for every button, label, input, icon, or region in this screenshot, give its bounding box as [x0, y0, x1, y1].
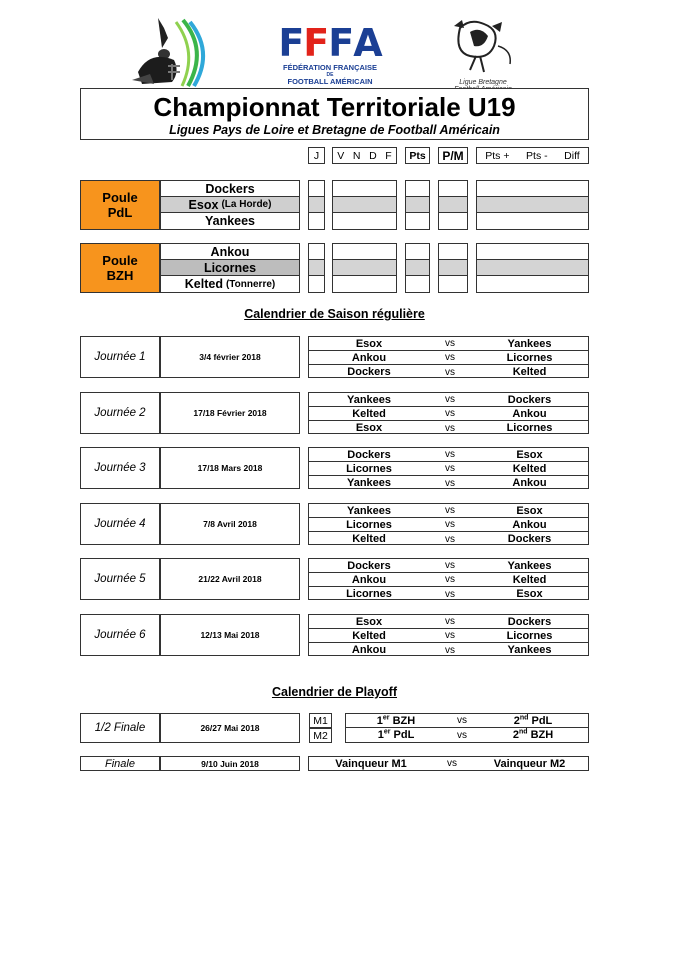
header-vndf: [332, 147, 397, 164]
match-home: Yankees: [346, 393, 392, 406]
header-v-label: V: [337, 149, 345, 162]
final-label: Finale: [105, 757, 135, 770]
journee-label: Journée 1: [94, 351, 146, 363]
match-home: Dockers: [347, 366, 391, 378]
semifinal-match-row: [346, 714, 588, 728]
poule-bzh-teams: [160, 243, 300, 293]
match-row: [309, 587, 588, 601]
match-home: Esox: [355, 422, 383, 434]
match-vs: vs: [445, 644, 455, 656]
match-row: [309, 629, 588, 643]
match-away: Esox: [516, 448, 543, 461]
match-vs: vs: [457, 729, 467, 741]
match-vs: vs: [445, 366, 455, 378]
journee-label: Journée 4: [94, 518, 146, 530]
match-away: 2nd PdL: [513, 713, 553, 727]
match-away: Esox: [516, 588, 543, 600]
poule-bzh-points-column: [476, 243, 589, 293]
match-home: Yankees: [346, 477, 392, 489]
football-helmet-icon: [128, 14, 212, 88]
match-home: Esox: [355, 615, 383, 628]
match-row: [309, 393, 588, 407]
match-vs: vs: [445, 560, 455, 571]
team-row: [161, 181, 299, 197]
match-vs: vs: [445, 505, 455, 516]
match-vs: vs: [445, 408, 455, 419]
match-row: [309, 421, 588, 435]
stat-cell: [439, 260, 467, 276]
season-heading: Calendrier de Saison régulière: [244, 307, 425, 321]
page-title: Championnat Territoriale U19: [153, 91, 516, 122]
stat-cell: [406, 260, 429, 276]
match-home: Ankou: [351, 573, 387, 586]
poule-bzh-pts-column: [405, 243, 430, 293]
fffa-line-3: FOOTBALL AMÉRICAIN: [287, 76, 373, 86]
semifinal-m1-id: [309, 713, 332, 728]
stat-cell: [333, 197, 396, 213]
fffa-logo: [266, 21, 394, 88]
match-away: Dockers: [507, 533, 552, 545]
journee-matches: [308, 447, 589, 489]
journee-label-box: [80, 503, 160, 545]
team-nickname: (Tonnerre): [225, 278, 276, 290]
left-logo: [128, 14, 212, 88]
journee-date-box: [160, 614, 300, 656]
team-name: Esox: [188, 197, 219, 212]
match-home: Licornes: [346, 462, 392, 475]
league-emblem-icon: [440, 16, 526, 74]
match-away: Kelted: [512, 573, 547, 586]
poule-pdl-pts-column: [405, 180, 430, 230]
match-home: Ankou: [351, 644, 387, 656]
journee-matches: [308, 558, 589, 600]
stat-cell: [439, 181, 467, 197]
match-row: [309, 559, 588, 573]
match-vs: vs: [445, 338, 455, 349]
semifinal-date: 26/27 Mai 2018: [200, 723, 260, 733]
match-vs: vs: [445, 352, 455, 363]
stat-cell: [333, 244, 396, 260]
match-row: [309, 351, 588, 365]
stat-cell: [333, 181, 396, 197]
journee-label: Journée 6: [94, 629, 146, 641]
poule-bzh-pm-column: [438, 243, 468, 293]
final-match-row: [309, 757, 588, 770]
match-row: [309, 615, 588, 629]
stat-cell: [309, 244, 324, 260]
match-home: Kelted: [352, 407, 386, 420]
header-pm: [438, 147, 468, 164]
journee-date: 21/22 Avril 2018: [198, 574, 262, 584]
match-vs: vs: [445, 574, 455, 585]
journee-label-box: [80, 558, 160, 600]
header-pts-plus-label: Pts +: [485, 149, 510, 162]
poule-pdl-teams: [160, 180, 300, 230]
journee-matches: [308, 503, 589, 545]
match-home: Kelted: [352, 533, 386, 545]
final-match: [308, 756, 589, 771]
fffa-letter: A: [353, 21, 382, 65]
poule-pdl-points-column: [476, 180, 589, 230]
page-subtitle: Ligues Pays de Loire et Bretagne de Football Américain: [169, 123, 500, 137]
journee-date: 17/18 Mars 2018: [197, 463, 263, 473]
poule-label-line-1: Poule: [102, 190, 138, 205]
league-logo: [440, 16, 526, 88]
match-home: Dockers: [347, 448, 391, 461]
journee-date: 12/13 Mai 2018: [200, 630, 260, 640]
match-id: M1: [313, 714, 328, 727]
journee-matches: [308, 336, 589, 378]
match-away: Ankou: [512, 407, 547, 420]
journee-date: 17/18 Février 2018: [193, 408, 267, 418]
match-away: Vainqueur M2: [493, 757, 566, 770]
stat-cell: [477, 197, 588, 213]
header-pts-label: Pts: [409, 149, 426, 162]
match-away: Dockers: [507, 393, 552, 406]
match-away: Esox: [516, 504, 543, 517]
journee-label-box: [80, 447, 160, 489]
journee-label: Journée 5: [94, 573, 146, 585]
stat-cell: [406, 181, 429, 197]
fffa-letter: F: [278, 21, 304, 65]
league-logo-line-1: Ligue Bretagne: [459, 79, 507, 86]
team-row: [161, 260, 299, 276]
journee-label-box: [80, 614, 160, 656]
poule-label-line-2: BZH: [106, 268, 134, 283]
team-nickname: (La Horde): [221, 199, 272, 210]
match-vs: vs: [447, 758, 457, 769]
match-vs: vs: [445, 449, 455, 460]
match-vs: vs: [445, 533, 455, 545]
team-row: [161, 276, 299, 292]
match-away: Kelted: [512, 366, 547, 378]
header-pts-minus-label: Pts -: [526, 149, 548, 162]
match-row: [309, 448, 588, 462]
match-home: Ankou: [351, 351, 387, 364]
team-row: [161, 197, 299, 213]
semifinal-match-row: [346, 728, 588, 742]
semifinal-m2-id: [309, 728, 332, 743]
final-date-box: [160, 756, 300, 771]
journee-label-box: [80, 336, 160, 378]
match-away: Yankees: [507, 644, 552, 656]
match-row: [309, 476, 588, 490]
match-vs: vs: [445, 422, 455, 434]
match-vs: vs: [445, 463, 455, 474]
stat-cell: [333, 260, 396, 276]
match-row: [309, 518, 588, 532]
fffa-letter: F: [328, 21, 354, 65]
journee-date-box: [160, 503, 300, 545]
poule-pdl-pm-column: [438, 180, 468, 230]
stat-cell: [309, 181, 324, 197]
journee-label: Journée 3: [94, 462, 146, 474]
match-home: Dockers: [347, 559, 391, 572]
team-name: Kelted: [184, 277, 223, 291]
match-row: [309, 407, 588, 421]
fffa-letter: F: [303, 21, 329, 65]
match-vs: vs: [445, 477, 455, 489]
semifinal-date-box: [160, 713, 300, 743]
team-row: [161, 244, 299, 260]
match-home: Yankees: [346, 504, 392, 517]
match-away: Ankou: [512, 477, 547, 489]
match-away: Yankees: [507, 559, 552, 572]
stat-cell: [309, 260, 324, 276]
match-vs: vs: [445, 616, 455, 627]
journee-date-box: [160, 558, 300, 600]
journee-label: Journée 2: [94, 407, 146, 419]
header-d-label: D: [369, 149, 377, 162]
stat-cell: [439, 244, 467, 260]
semifinal-matches: [345, 713, 589, 743]
journee-label-box: [80, 392, 160, 434]
header-pts: [405, 147, 430, 164]
match-row: [309, 337, 588, 351]
journee-date: 7/8 Avril 2018: [203, 519, 257, 529]
match-home: 1er PdL: [377, 728, 415, 741]
match-id: M2: [313, 729, 328, 742]
poule-bzh-j-column: [308, 243, 325, 293]
journee-date: 3/4 février 2018: [199, 352, 261, 362]
match-vs: vs: [445, 630, 455, 641]
poule-pdl-label: [80, 180, 160, 230]
match-home: Vainqueur M1: [335, 757, 407, 770]
team-name: Ankou: [210, 244, 250, 259]
stat-cell: [477, 181, 588, 197]
match-row: [309, 504, 588, 518]
match-row: [309, 573, 588, 587]
playoff-heading: Calendrier de Playoff: [271, 685, 398, 699]
stat-cell: [477, 260, 588, 276]
match-home: Kelted: [352, 629, 386, 642]
match-home: Esox: [355, 337, 383, 350]
team-row: [161, 213, 299, 229]
header-j-label: J: [313, 149, 320, 162]
journee-date-box: [160, 447, 300, 489]
fffa-line-2: DE: [326, 71, 334, 78]
header-f-label: F: [385, 149, 392, 162]
poule-label-line-2: PdL: [107, 205, 133, 220]
match-home: Licornes: [346, 588, 392, 600]
stat-cell: [406, 244, 429, 260]
poule-bzh-vndf-column: [332, 243, 397, 293]
journee-date-box: [160, 336, 300, 378]
fffa-line-1: FÉDÉRATION FRANÇAISE: [282, 63, 378, 72]
title-box: [80, 88, 589, 140]
stat-cell: [477, 244, 588, 260]
poule-pdl-vndf-column: [332, 180, 397, 230]
stat-cell: [439, 197, 467, 213]
match-away: Licornes: [506, 351, 553, 364]
match-row: [309, 365, 588, 379]
fffa-letters: [266, 21, 394, 65]
final-label-box: [80, 756, 160, 771]
match-home: Licornes: [346, 518, 392, 531]
header-points: [476, 147, 589, 164]
match-away: Dockers: [507, 615, 552, 628]
journee-matches: [308, 392, 589, 434]
poule-bzh-label: [80, 243, 160, 293]
match-away: Licornes: [506, 629, 553, 642]
match-away: Licornes: [506, 422, 553, 434]
semifinal-label-box: [80, 713, 160, 743]
match-row: [309, 532, 588, 546]
match-row: [309, 643, 588, 657]
journee-matches: [308, 614, 589, 656]
final-date: 9/10 Juin 2018: [201, 758, 259, 769]
match-vs: vs: [445, 519, 455, 530]
match-home: 1er BZH: [376, 713, 416, 727]
poule-pdl-j-column: [308, 180, 325, 230]
team-name: Yankees: [204, 214, 256, 228]
match-vs: vs: [445, 588, 455, 600]
journee-date-box: [160, 392, 300, 434]
match-away: Kelted: [512, 462, 547, 475]
match-vs: vs: [457, 715, 467, 726]
match-away: Yankees: [507, 337, 552, 350]
stat-cell: [309, 197, 324, 213]
team-name: Licornes: [203, 260, 257, 275]
match-row: [309, 462, 588, 476]
header-pm-label: P/M: [442, 148, 464, 163]
match-away: 2nd BZH: [512, 728, 554, 741]
semifinal-label: 1/2 Finale: [94, 722, 146, 734]
match-away: Ankou: [512, 518, 547, 531]
header-j: [308, 147, 325, 164]
header-n-label: N: [352, 149, 361, 162]
stat-cell: [406, 197, 429, 213]
header-diff-label: Diff: [564, 149, 580, 162]
poule-label-line-1: Poule: [102, 253, 138, 268]
match-vs: vs: [445, 394, 455, 405]
team-name: Dockers: [205, 181, 255, 196]
